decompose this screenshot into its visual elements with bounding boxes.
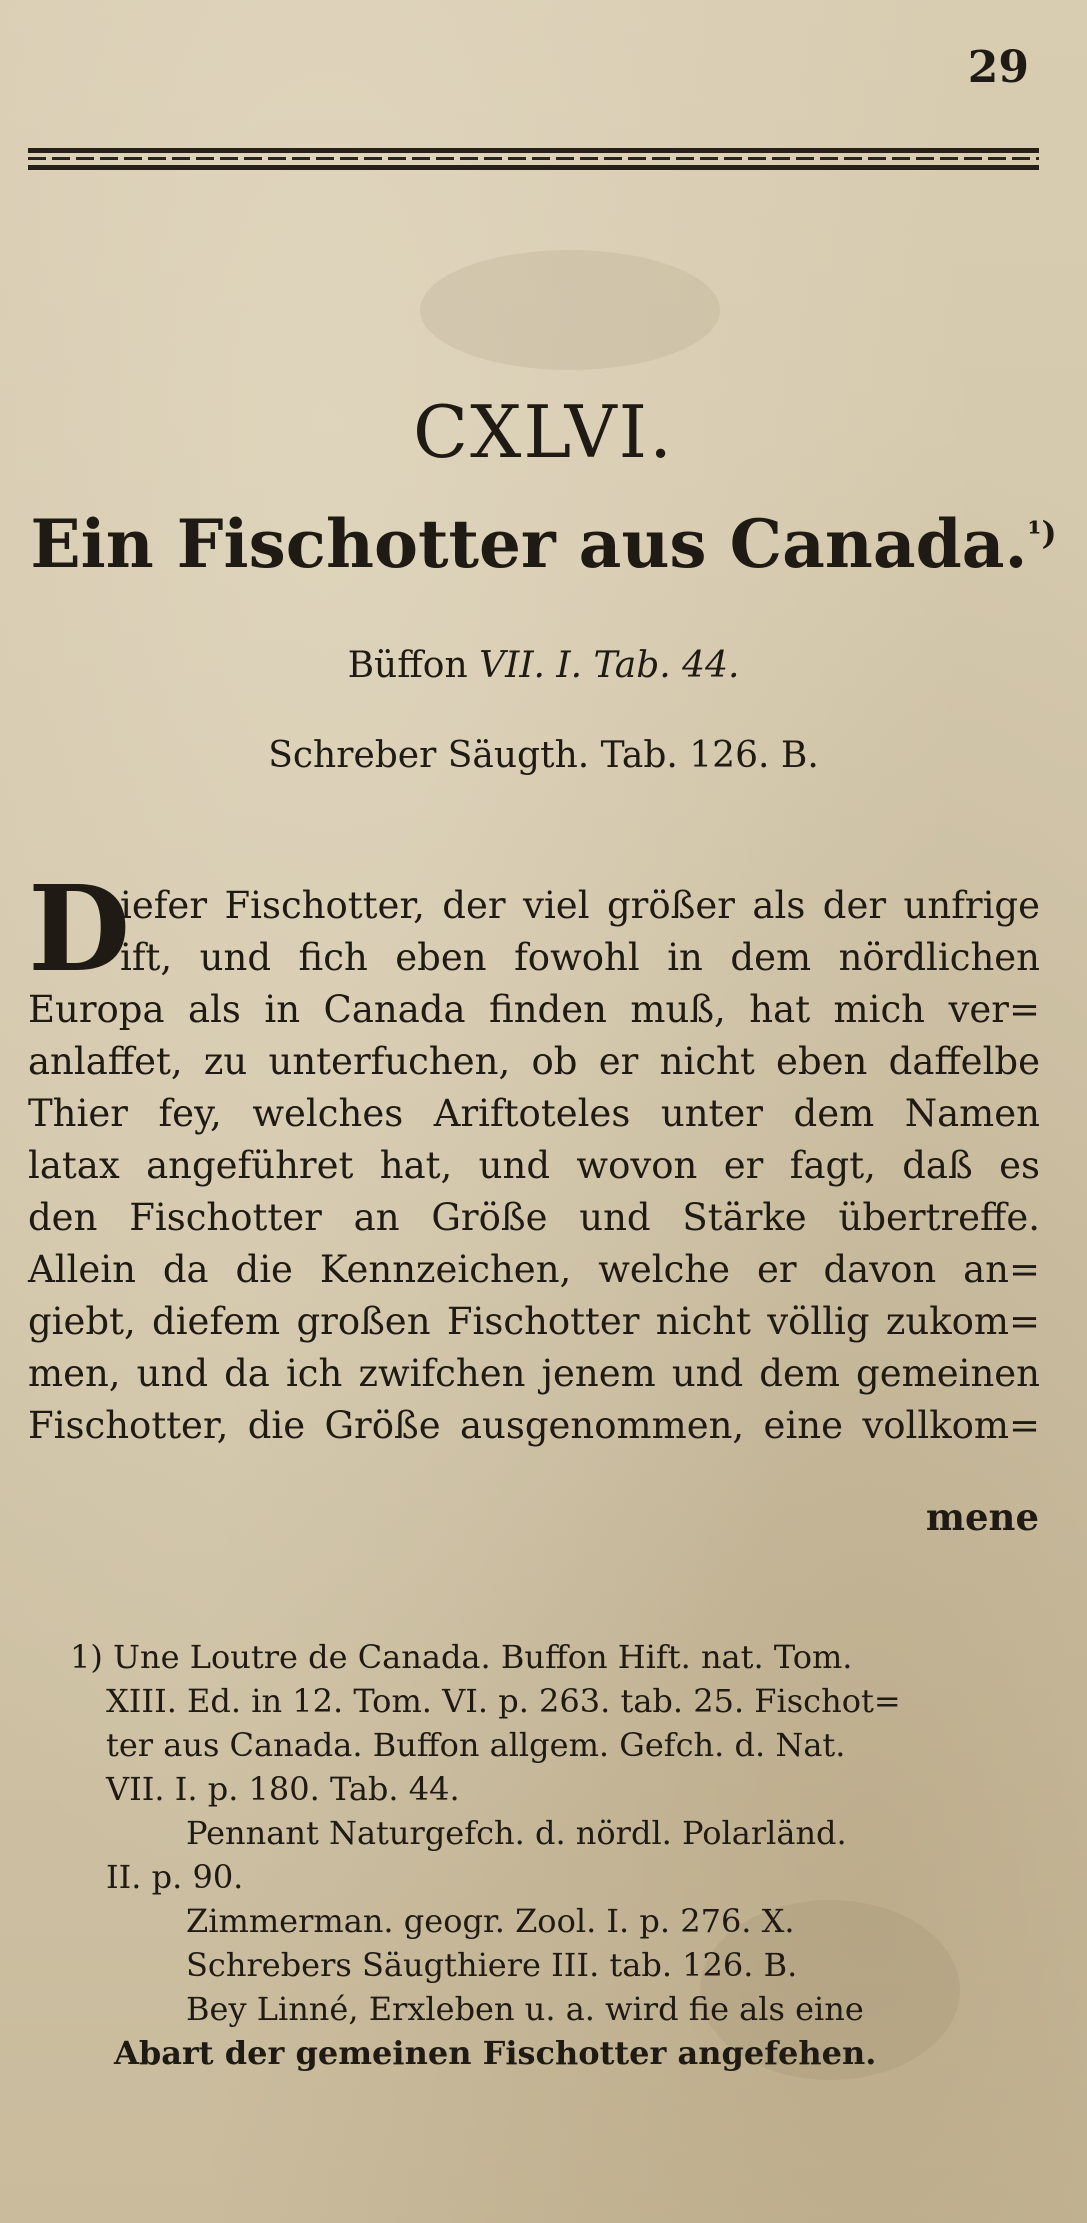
footnote-line: Zimmerman. geogr. Zool. I. p. 276. X.	[186, 1902, 795, 1940]
footnote-line: Schrebers Säugthiere III. tab. 126. B.	[186, 1946, 798, 1984]
footnote-line: XIII. Ed. in 12. Tom. VI. p. 263. tab. 25. Fischot=	[106, 1682, 901, 1720]
body-line: latax angeführet hat, und wovon er fagt, daß es	[28, 1144, 1040, 1187]
reference-line	[0, 735, 1087, 776]
chapter-number: CXLVI.	[413, 390, 674, 474]
footnotes	[70, 1635, 1050, 2075]
footnote-line: Bey Linné, Erxleben u. a. wird fie als eine	[186, 1990, 864, 2028]
footnote-line: 1) Une Loutre de Canada. Buffon Hift. nat. Tom.	[70, 1638, 853, 1676]
paper-stain	[420, 250, 720, 370]
body-line: Europa als in Canada finden muß, hat mich ver=	[28, 988, 1040, 1031]
body-line: iefer Fischotter, der viel größer als der unfrige	[120, 884, 1040, 927]
body-line: ift, und fich eben fowohl in dem nördlichen	[120, 936, 1040, 979]
footnote-line: Pennant Naturgefch. d. nördl. Polarländ.	[186, 1814, 847, 1852]
footnote-line: ter aus Canada. Buffon allgem. Gefch. d. Nat.	[106, 1726, 846, 1764]
reference-work: VII. I.	[479, 645, 583, 686]
footnote-line: II. p. 90.	[106, 1858, 244, 1896]
body-line: Fischotter, die Größe ausgenommen, eine vollkom=	[28, 1404, 1040, 1447]
footnote-line: VII. I. p. 180. Tab. 44.	[106, 1770, 460, 1808]
reference-tab: Tab. 126. B.	[600, 735, 819, 776]
body-line: den Fischotter an Größe und Stärke übertreffe.	[28, 1196, 1040, 1239]
reference-line	[0, 645, 1087, 686]
header-rule	[28, 148, 1039, 170]
body-line: men, und da ich zwifchen jenem und dem gemeinen	[28, 1352, 1040, 1395]
footnote-line: Abart der gemeinen Fischotter angefehen.	[114, 2034, 877, 2072]
body-paragraph	[28, 859, 1040, 1452]
reference-tab: Tab. 44.	[593, 645, 740, 686]
reference-author: Schreber Säugth.	[268, 735, 590, 776]
body-line: giebt, diefem großen Fischotter nicht völlig zukom=	[28, 1300, 1040, 1343]
body-line: anlaffet, zu unterfuchen, ob er nicht eben daffelbe	[28, 1040, 1040, 1083]
body-line: Allein da die Kennzeichen, welche er davon an=	[28, 1248, 1040, 1291]
reference-author: Büffon	[347, 645, 468, 686]
footnote-marker: ¹)	[1027, 514, 1057, 552]
page-number: 29	[967, 42, 1029, 93]
chapter-title-text: Ein Fischotter aus Canada.	[30, 505, 1028, 583]
catchword: mene	[925, 1495, 1039, 1539]
body-line: Thier fey, welches Ariftoteles unter dem Namen	[28, 1092, 1040, 1135]
drop-cap: D	[28, 859, 131, 998]
chapter-title	[0, 505, 1087, 583]
